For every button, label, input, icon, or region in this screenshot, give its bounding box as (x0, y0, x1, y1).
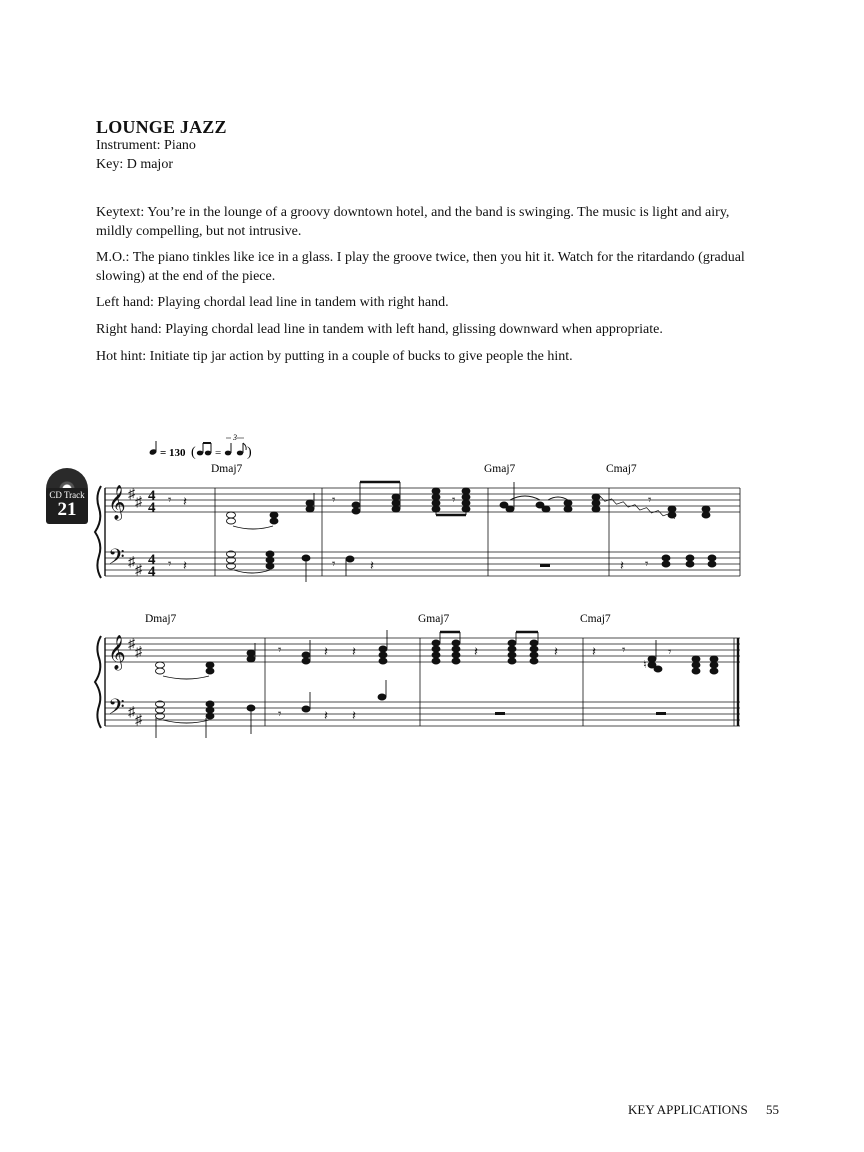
clefs-and-signatures (108, 485, 156, 728)
svg-text:♯: ♯ (135, 645, 142, 660)
chord-symbol: Cmaj7 (580, 613, 611, 625)
time-signature-top: 4 (148, 488, 156, 504)
svg-text:𝄾: 𝄾 (645, 556, 649, 571)
chord-symbol: Dmaj7 (211, 463, 243, 475)
svg-text:♯: ♯ (128, 705, 135, 720)
time-signature-bottom: 4 (148, 500, 156, 516)
svg-text:): ) (247, 445, 252, 460)
svg-text:𝄾: 𝄾 (168, 556, 172, 571)
svg-text:𝄽: 𝄽 (474, 644, 478, 659)
svg-text:𝄢: 𝄢 (108, 545, 125, 574)
chord-symbol: Gmaj7 (484, 463, 516, 475)
hot-hint-paragraph: Hot hint: Initiate tip jar action by putting in a couple of bucks to give people the hint. (96, 349, 573, 364)
svg-text:𝄽: 𝄽 (352, 708, 356, 723)
svg-text:=: = (215, 447, 222, 459)
svg-text:𝄾: 𝄾 (278, 706, 282, 721)
svg-text:𝄞: 𝄞 (108, 636, 126, 669)
svg-text:𝄽: 𝄽 (324, 644, 328, 659)
svg-text:𝄽: 𝄽 (554, 644, 558, 659)
keytext-paragraph: Keytext: You’re in the lounge of a groovy downtown hotel, and the band is swinging. The music is light and airy, mildly compelling, but not intrusive. (96, 205, 730, 239)
mo-paragraph: M.O.: The piano tinkles like ice in a glass. I play the groove twice, then you hit it. Watch for the ritardando (gradual slowing) at the end of the piece. (96, 250, 745, 284)
page-title: LOUNGE JAZZ (96, 117, 227, 137)
chord-symbol: Dmaj7 (145, 613, 177, 625)
footer-section: KEY APPLICATIONS (628, 1102, 748, 1117)
svg-text:𝄞: 𝄞 (108, 486, 126, 519)
cd-track-number: 21 (57, 499, 77, 520)
svg-text:♯: ♯ (135, 713, 142, 728)
svg-text:♯: ♯ (135, 495, 142, 510)
svg-text:𝄽: 𝄽 (324, 708, 328, 723)
key-line: Key: D major (96, 157, 173, 172)
svg-text:♯: ♯ (135, 563, 142, 578)
right-hand-paragraph: Right hand: Playing chordal lead line in tandem with left hand, glissing downward when appropriate. (96, 322, 663, 337)
system-2 (95, 636, 740, 728)
svg-text:♯: ♯ (128, 555, 135, 570)
svg-text:𝄾: 𝄾 (332, 492, 336, 507)
svg-text:♯: ♯ (128, 487, 135, 502)
svg-text:𝄾: 𝄾 (168, 492, 172, 507)
svg-text:𝄽: 𝄽 (352, 644, 356, 659)
svg-text:𝄾: 𝄾 (668, 644, 672, 659)
svg-text:𝄾: 𝄾 (622, 642, 626, 657)
notes (156, 482, 719, 738)
cd-track-label: CD Track (49, 490, 85, 500)
svg-text:𝄽: 𝄽 (620, 558, 624, 573)
tempo-value: = 130 (160, 447, 186, 459)
svg-text:𝄾: 𝄾 (648, 492, 652, 507)
svg-text:𝄢: 𝄢 (108, 695, 125, 724)
svg-text:𝄾: 𝄾 (278, 642, 282, 657)
svg-text:𝄾: 𝄾 (452, 492, 456, 507)
chord-symbol: Gmaj7 (418, 613, 450, 625)
svg-text:𝄽: 𝄽 (370, 558, 374, 573)
svg-text:𝄽: 𝄽 (592, 644, 596, 659)
svg-text:♯: ♯ (128, 637, 135, 652)
time-signature-top: 4 (148, 552, 156, 568)
instrument-line: Instrument: Piano (96, 138, 196, 153)
page-number: 55 (766, 1102, 779, 1117)
time-signature-bottom: 4 (148, 564, 156, 580)
chord-symbol: Cmaj7 (606, 463, 637, 475)
svg-text:(: ( (191, 445, 196, 460)
left-hand-paragraph: Left hand: Playing chordal lead line in tandem with right hand. (96, 295, 449, 310)
svg-text:♮: ♮ (643, 659, 647, 671)
svg-text:𝄾: 𝄾 (332, 556, 336, 571)
triplet-mark: 3 (233, 433, 237, 442)
tempo-marking (149, 433, 252, 460)
svg-text:𝄽: 𝄽 (183, 494, 187, 509)
system-1 (95, 486, 740, 578)
svg-text:𝄽: 𝄽 (183, 558, 187, 573)
